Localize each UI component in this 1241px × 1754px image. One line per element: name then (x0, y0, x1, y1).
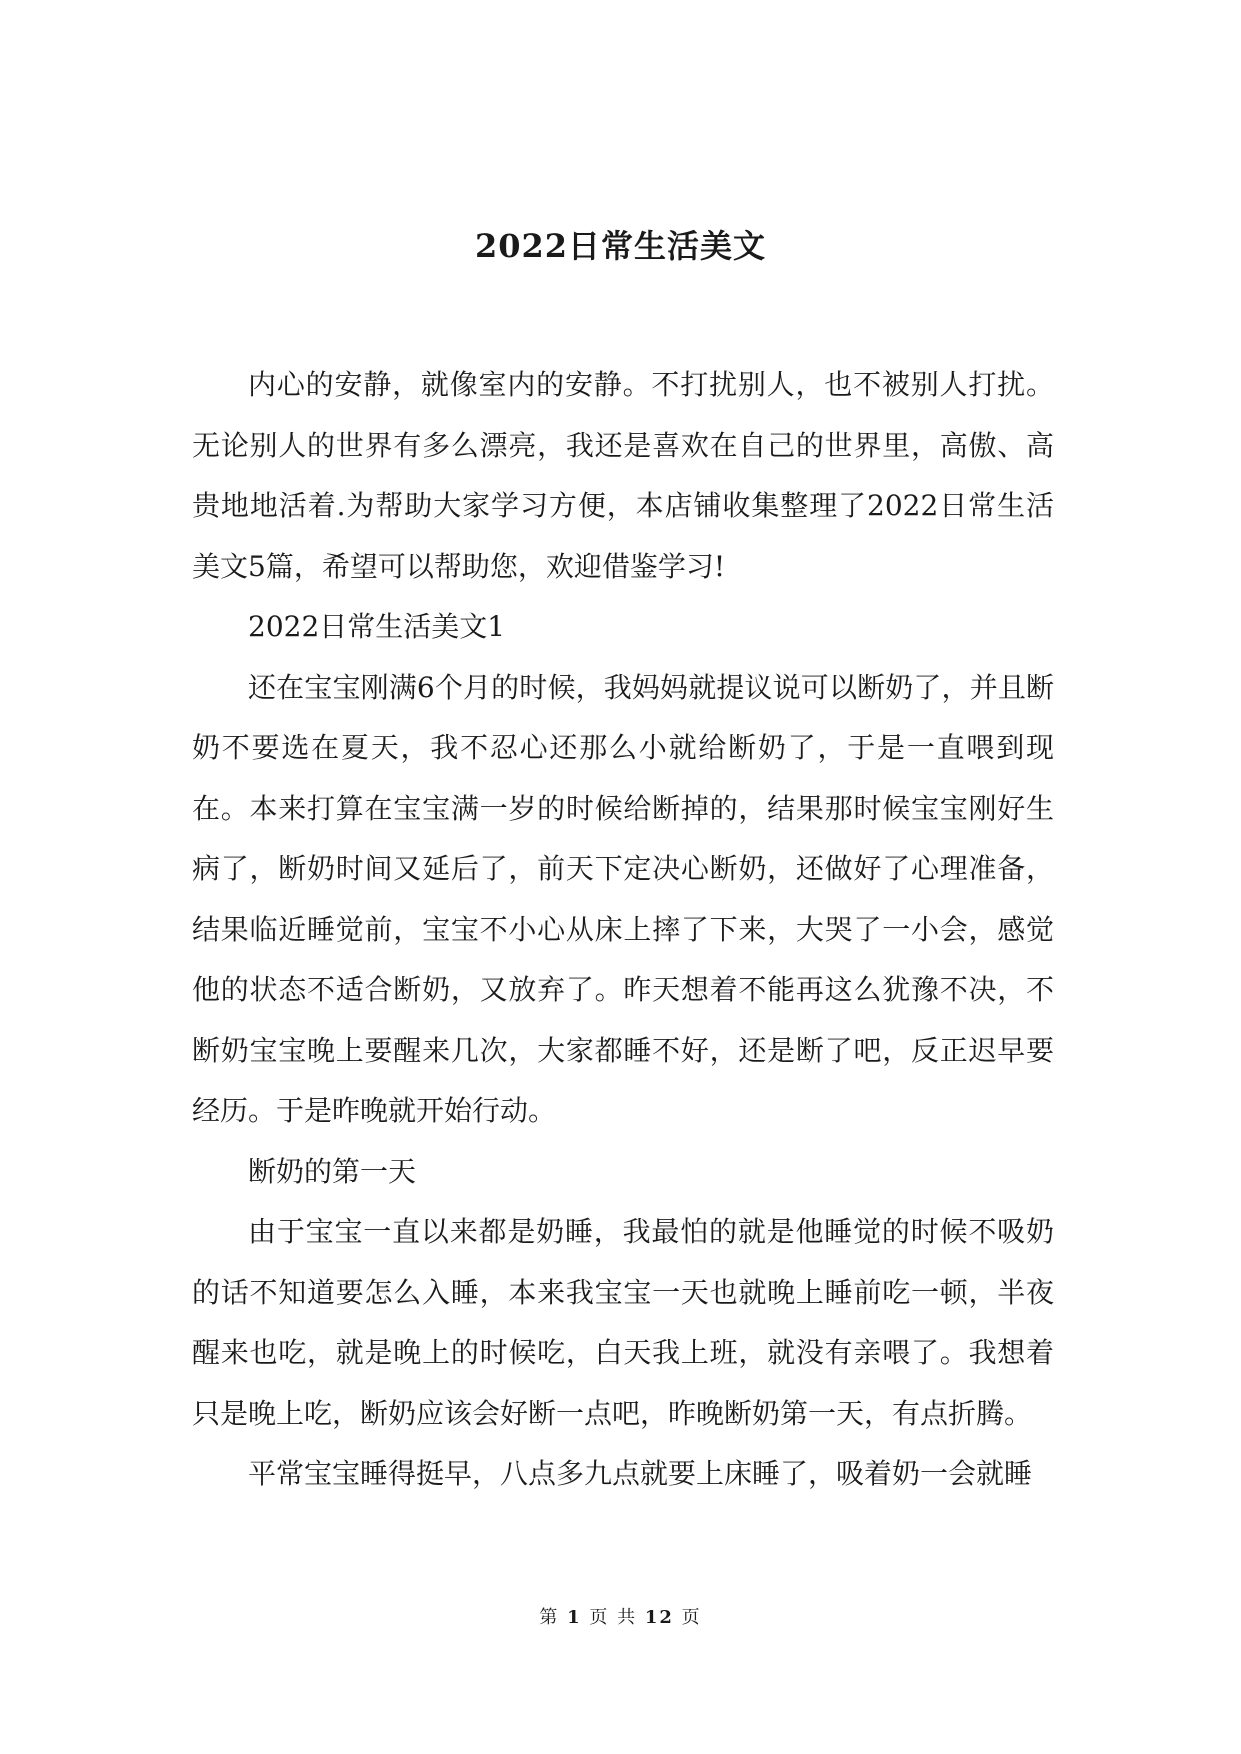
footer-middle: 页 共 (589, 1607, 638, 1628)
page-footer (0, 1605, 1241, 1631)
paragraph-weaning-story: 还在宝宝刚满6个月的时候，我妈妈就提议说可以断奶了，并且断奶不要选在夏天，我不忍心还那么小就给断奶了，于是一直喂到现在。本来打算在宝宝满一岁的时候给断掉的，结果那时候宝宝刚好生病了，断奶时间又延后了，前天下定决心断奶，还做好了心理准备，结果临近睡觉前，宝宝不小心从床上摔了下来，大哭了一小会，感觉他的状态不适合断奶，又放弃了。昨天想着不能再这么犹豫不决，不断奶宝宝晚上要醒来几次，大家都睡不好，还是断了吧，反正迟早要经历。于是昨晚就开始行动。 (192, 670, 1054, 1127)
document-title: 2022日常生活美文 (474, 227, 767, 265)
section-heading-day-one: 断奶的第一天 (248, 1154, 417, 1188)
total-page-count: 12 (644, 1607, 674, 1628)
current-page-number: 1 (567, 1607, 582, 1628)
footer-suffix: 页 (681, 1607, 702, 1628)
section-heading-article-1: 2022日常生活美文1 (248, 610, 506, 643)
paragraph-intro: 内心的安静，就像室内的安静。不打扰别人，也不被别人打扰。无论别人的世界有多么漂亮，我还是喜欢在自己的世界里，高傲、高贵地地活着.为帮助大家学习方便，本店铺收集整理了2022日常生活美文5篇，希望可以帮助您，欢迎借鉴学习! (192, 368, 1054, 583)
document-body (192, 355, 1054, 1505)
paragraph-day-one: 由于宝宝一直以来都是奶睡，我最怕的就是他睡觉的时候不吸奶的话不知道要怎么入睡，本来我宝宝一天也就晚上睡前吃一顿，半夜醒来也吃，就是晚上的时候吃，白天我上班，就没有亲喂了。我想着只是晚上吃，断奶应该会好断一点吧，昨晚断奶第一天，有点折腾。 (192, 1215, 1054, 1430)
paragraph-bedtime: 平常宝宝睡得挺早，八点多九点就要上床睡了，吸着奶一会就睡 (248, 1457, 1033, 1490)
footer-prefix: 第 (539, 1607, 560, 1628)
